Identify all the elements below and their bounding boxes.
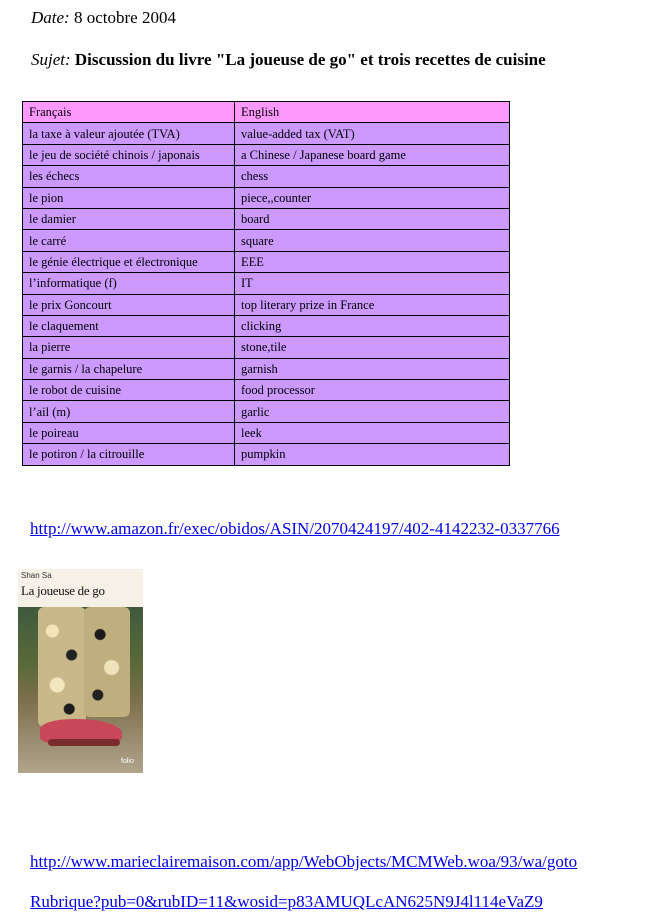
cell-french: le damier xyxy=(23,208,235,229)
cell-english: square xyxy=(235,230,510,251)
cell-english: EEE xyxy=(235,251,510,272)
cell-english: IT xyxy=(235,273,510,294)
cell-english: a Chinese / Japanese board game xyxy=(235,144,510,165)
cover-shoe-sole xyxy=(48,739,120,746)
subject-value: Discussion du livre "La joueuse de go" et trois recettes de cuisine xyxy=(74,50,546,69)
cell-french: le poireau xyxy=(23,422,235,443)
header-english: English xyxy=(235,102,510,123)
table-row xyxy=(23,273,510,294)
header-french: Français xyxy=(23,102,235,123)
amazon-link[interactable]: http://www.amazon.fr/exec/obidos/ASIN/2070424197/402-4142232-0337766 xyxy=(30,519,560,538)
cell-english: garnish xyxy=(235,358,510,379)
marieclaire-link-line1[interactable]: http://www.marieclairemaison.com/app/WebObjects/MCMWeb.woa/93/wa/goto xyxy=(30,852,578,871)
cell-french: le garnis / la chapelure xyxy=(23,358,235,379)
cell-english: food processor xyxy=(235,380,510,401)
table-header-row xyxy=(23,102,510,123)
cell-english: piece,,counter xyxy=(235,187,510,208)
marieclaire-link-line2[interactable]: Rubrique?pub=0&rubID=11&wosid=p83AMUQLcAN625N9J4l114eVaZ9 xyxy=(30,892,543,911)
table-row xyxy=(23,358,510,379)
cell-english: garlic xyxy=(235,401,510,422)
cover-kimono-right xyxy=(84,607,130,717)
cover-title: La joueuse de go xyxy=(21,583,105,598)
cell-english: stone,tile xyxy=(235,337,510,358)
cell-english: top literary prize in France xyxy=(235,294,510,315)
table-row xyxy=(23,337,510,358)
cell-french: le prix Goncourt xyxy=(23,294,235,315)
cover-publisher: folio xyxy=(121,758,134,765)
table-row xyxy=(23,401,510,422)
date-label: Date: xyxy=(31,8,70,27)
table-row xyxy=(23,422,510,443)
cell-english: leek xyxy=(235,422,510,443)
vocabulary-table xyxy=(22,101,510,466)
cell-french: le claquement xyxy=(23,315,235,336)
table-row xyxy=(23,230,510,251)
cell-english: board xyxy=(235,208,510,229)
cell-french: le robot de cuisine xyxy=(23,380,235,401)
cell-english: chess xyxy=(235,166,510,187)
table-row xyxy=(23,144,510,165)
cell-french: le carré xyxy=(23,230,235,251)
cell-french: la pierre xyxy=(23,337,235,358)
cell-french: le génie électrique et électronique xyxy=(23,251,235,272)
cell-french: l’informatique (f) xyxy=(23,273,235,294)
table-row xyxy=(23,444,510,465)
cell-english: value-added tax (VAT) xyxy=(235,123,510,144)
table-row xyxy=(23,251,510,272)
cell-french: la taxe à valeur ajoutée (TVA) xyxy=(23,123,235,144)
cell-english: pumpkin xyxy=(235,444,510,465)
date-line xyxy=(31,8,176,28)
table-row xyxy=(23,208,510,229)
subject-line xyxy=(31,50,546,70)
date-value: 8 octobre 2004 xyxy=(73,8,176,27)
cell-french: le jeu de société chinois / japonais xyxy=(23,144,235,165)
cell-french: le pion xyxy=(23,187,235,208)
book-cover-image[interactable] xyxy=(18,569,143,773)
table-row xyxy=(23,123,510,144)
cell-french: les échecs xyxy=(23,166,235,187)
table-row xyxy=(23,294,510,315)
cell-french: le potiron / la citrouille xyxy=(23,444,235,465)
table-row xyxy=(23,166,510,187)
cell-french: l’ail (m) xyxy=(23,401,235,422)
cell-english: clicking xyxy=(235,315,510,336)
table-row xyxy=(23,187,510,208)
cover-kimono-left xyxy=(38,607,86,727)
table-row xyxy=(23,380,510,401)
subject-label: Sujet: xyxy=(31,50,71,69)
cover-author: Shan Sa xyxy=(21,571,52,580)
table-row xyxy=(23,315,510,336)
